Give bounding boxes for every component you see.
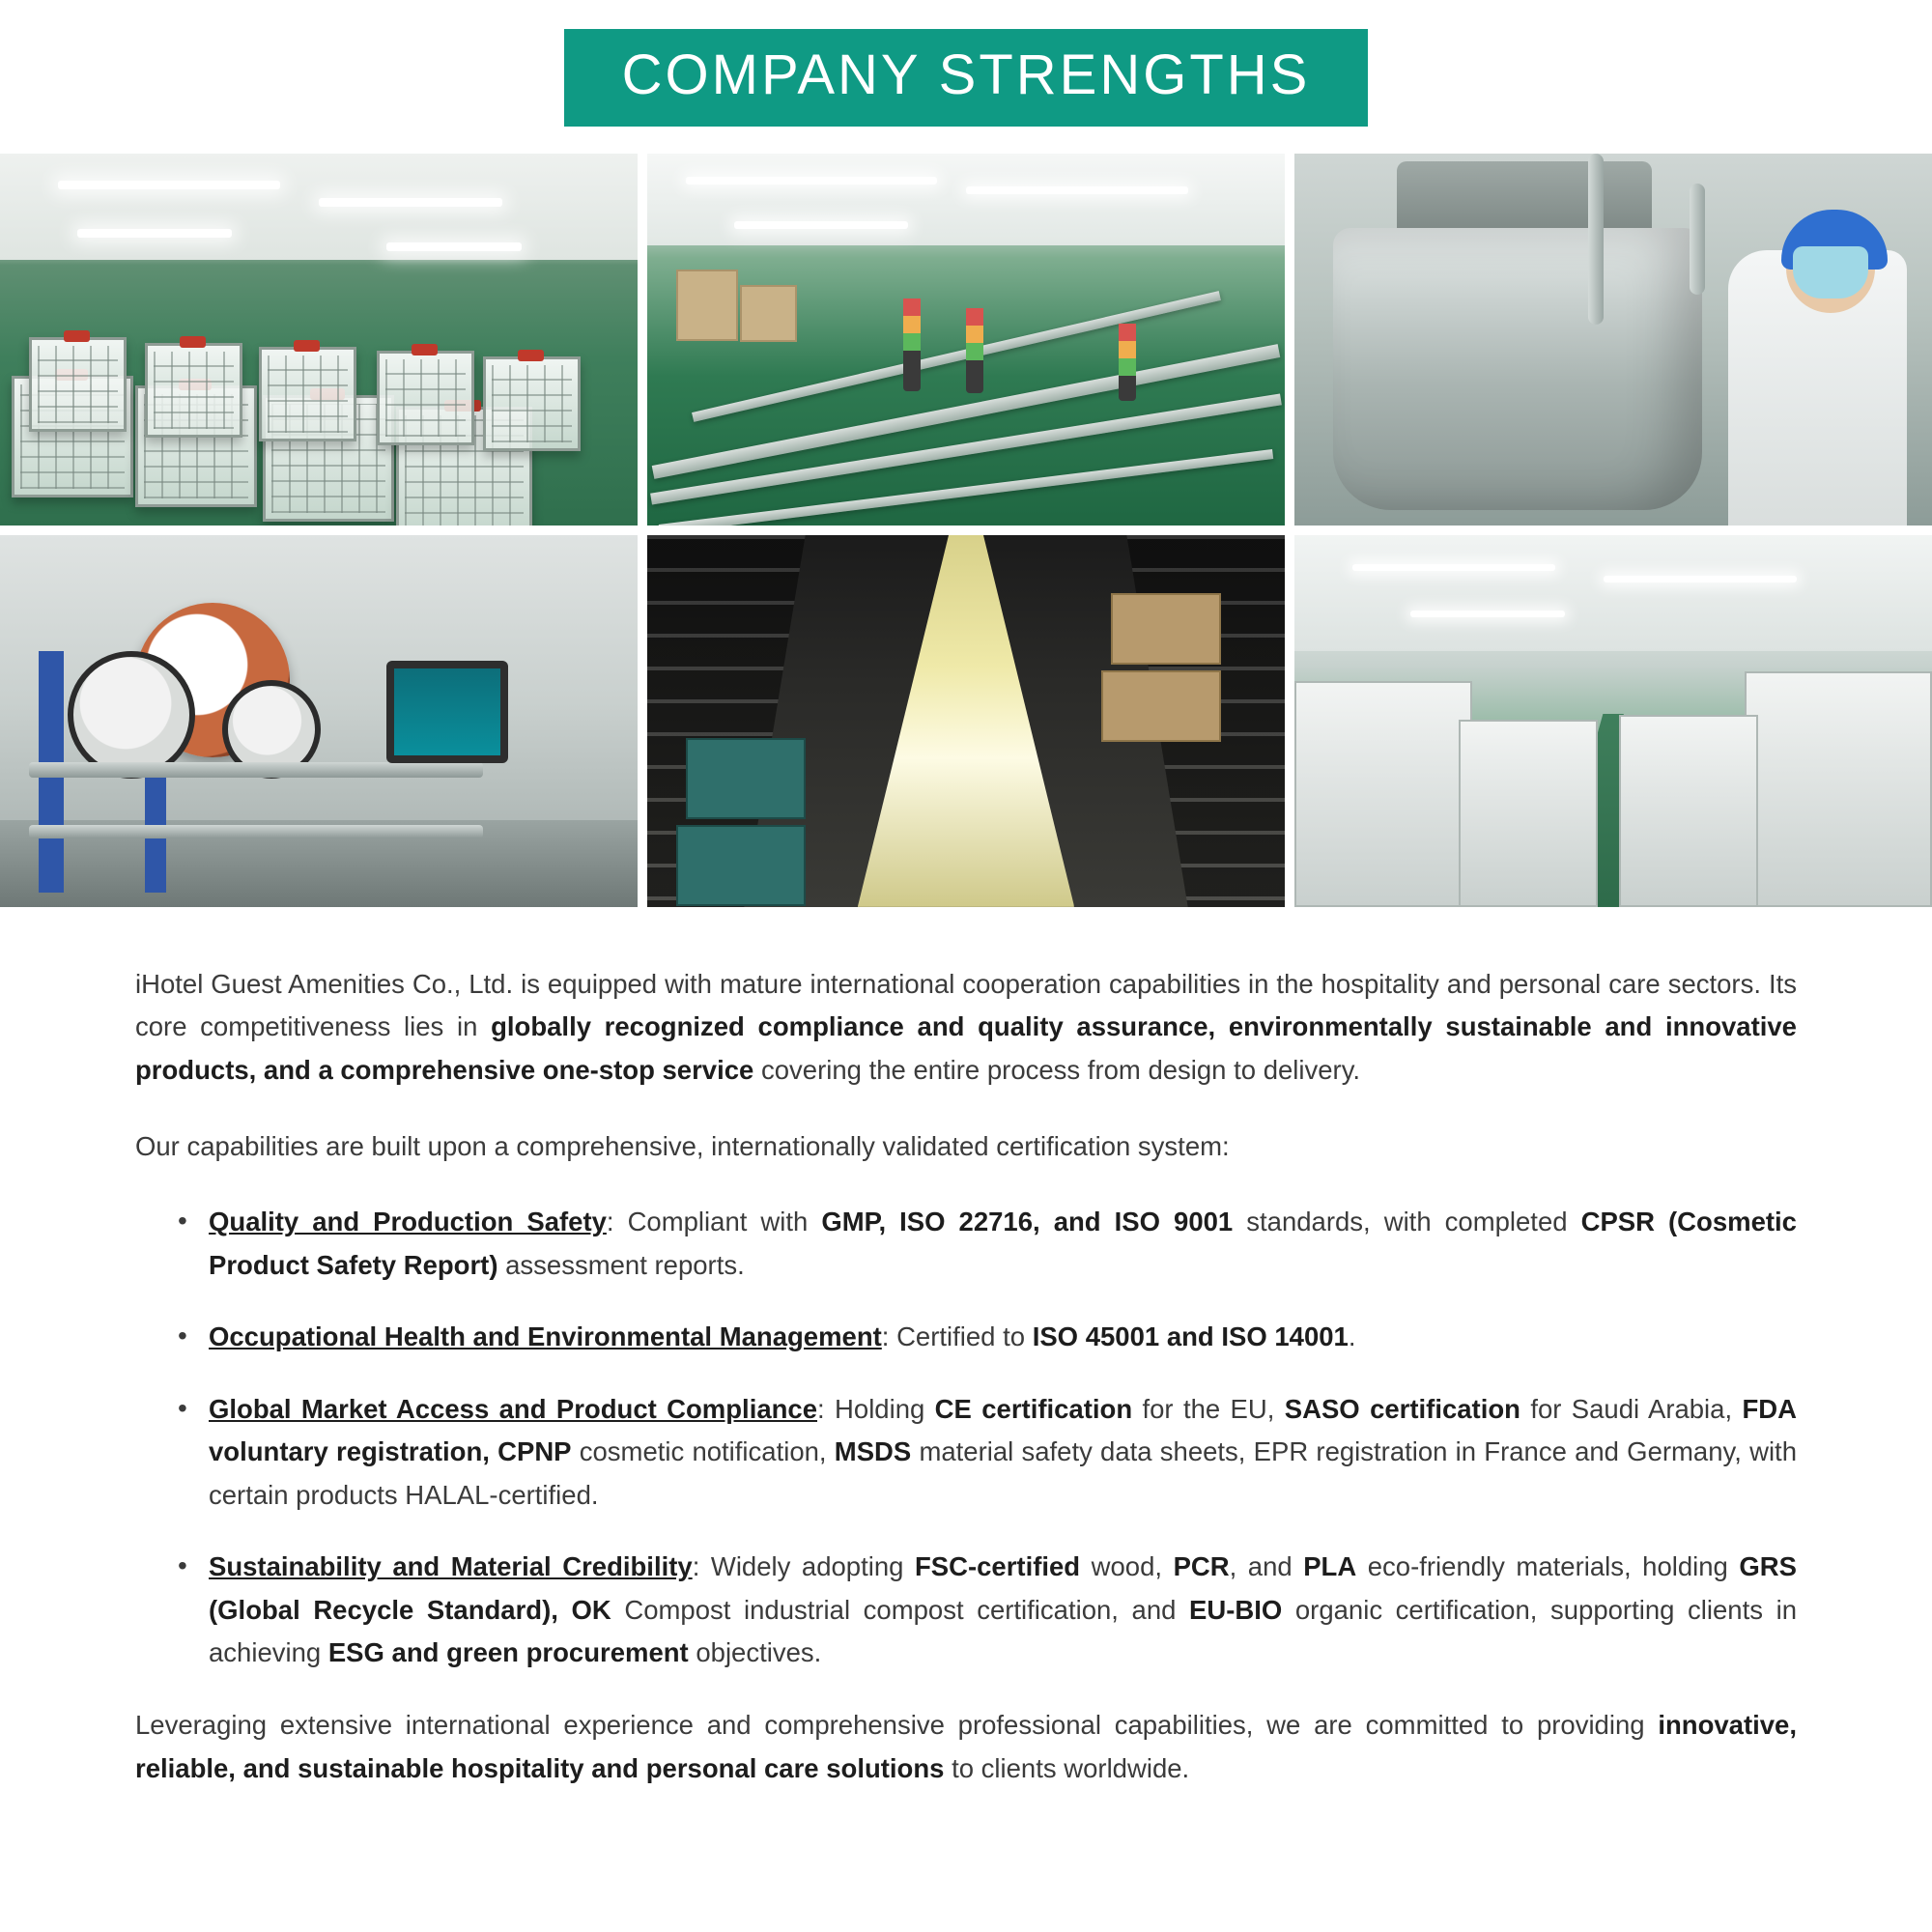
- ceiling-lamp: [1410, 611, 1565, 617]
- bullet-text: for the EU,: [1132, 1393, 1285, 1424]
- ceiling-lamp: [386, 242, 522, 251]
- worker-face-mask: [1793, 246, 1868, 298]
- intro-bold-1: globally recognized compliance and quality assurance, environmentally sustainable and innovative products, and a comprehensive one-stop service: [135, 1011, 1797, 1085]
- ceiling-lamp: [1352, 564, 1555, 571]
- bullet-bold: SASO certification: [1284, 1393, 1520, 1424]
- list-item: [174, 1316, 1797, 1359]
- carton-stack: [676, 270, 738, 341]
- capabilities-list: [135, 1201, 1797, 1675]
- carton-pallet: [1101, 670, 1221, 742]
- bullet-bold: ISO 45001 and ISO 14001: [1032, 1321, 1349, 1352]
- intro-text-1: iHotel Guest Amenities Co., Ltd. is equipped with mature international cooperation capabilities in the hospitality and personal care sectors. Its core competitiveness lies in: [135, 968, 1797, 1042]
- ceiling-lamp: [77, 229, 232, 238]
- bullet-text: : Holding: [817, 1393, 935, 1424]
- intro-text-2: covering the entire process from design to delivery.: [753, 1054, 1361, 1085]
- bullet-text: : Compliant with: [606, 1207, 822, 1237]
- bullet-text: : Certified to: [881, 1321, 1033, 1352]
- bullet-bold: FSC-certified: [914, 1551, 1081, 1582]
- bullet-text: Compost industrial compost certification, and: [611, 1594, 1190, 1625]
- ceiling-lamp: [734, 221, 908, 229]
- closing-paragraph: [135, 1704, 1797, 1790]
- bullet-bold: ESG and green procurement: [327, 1637, 689, 1668]
- bullet-text: wood,: [1080, 1551, 1174, 1582]
- carton-stack: [740, 285, 797, 342]
- label-roll: [68, 651, 195, 779]
- process-pipe: [1690, 184, 1705, 296]
- bullet-text: eco-friendly materials, holding: [1356, 1551, 1740, 1582]
- molding-machine: [1745, 671, 1932, 907]
- ibc-tote: [377, 351, 474, 445]
- ceiling: [647, 154, 1285, 245]
- gallery-image-operator-at-mixing-reactor: [1294, 154, 1932, 526]
- ceiling-lamp: [58, 181, 280, 189]
- molding-machine: [1619, 715, 1758, 907]
- bullet-bold: CPSR (Cosmetic Product Safety Report): [209, 1207, 1797, 1280]
- bullet-text: , and: [1229, 1551, 1304, 1582]
- list-item: [174, 1546, 1797, 1675]
- list-item: [174, 1388, 1797, 1518]
- conveyor-bar: [29, 825, 483, 838]
- molding-machine: [1294, 681, 1472, 907]
- gallery-image-automated-conveyor-line: [647, 154, 1285, 526]
- ceiling: [1294, 535, 1932, 651]
- bullet-text: assessment reports.: [497, 1249, 745, 1280]
- bullet-text: for Saudi Arabia,: [1520, 1393, 1743, 1424]
- bullet-bold: FDA voluntary registration, CPNP: [209, 1393, 1798, 1467]
- ibc-tote: [483, 356, 581, 451]
- gallery-image-ibc-tote-storage-warehouse: [0, 154, 638, 526]
- bullet-text: objectives.: [688, 1637, 822, 1668]
- bullet-bold: PCR: [1173, 1551, 1230, 1582]
- image-gallery: [0, 154, 1932, 907]
- intro-paragraph: [135, 963, 1797, 1093]
- bullet-title: Occupational Health and Environmental Management: [209, 1321, 882, 1352]
- molding-machine: [1459, 720, 1598, 907]
- bullet-bold: MSDS: [834, 1436, 912, 1467]
- bullet-text: material safety data sheets, EPR registration in France and Germany, with certain products HALAL-certified.: [209, 1436, 1797, 1510]
- closing-bold-1: innovative, reliable, and sustainable hospitality and personal care solutions: [135, 1710, 1797, 1783]
- closing-text-2: to clients worldwide.: [944, 1752, 1190, 1783]
- carton-pallet: [1111, 593, 1221, 665]
- gallery-image-high-bay-warehouse-aisle: [647, 535, 1285, 907]
- body-content: [0, 907, 1932, 1881]
- pallet-crate: [686, 738, 806, 819]
- title-banner-wrapper: [0, 0, 1932, 127]
- ceiling: [0, 154, 638, 260]
- ceiling-lamp: [319, 198, 502, 207]
- bullet-text: cosmetic notification,: [571, 1436, 835, 1467]
- pallet-crate: [676, 825, 806, 906]
- ceiling-lamp: [686, 177, 937, 185]
- bullet-bold: GRS (Global Recycle Standard), OK: [209, 1551, 1797, 1625]
- closing-text-1: Leveraging extensive international experience and comprehensive professional capabilities, we are committed to providing: [135, 1710, 1659, 1740]
- ibc-tote: [259, 347, 356, 441]
- ibc-tote: [145, 343, 242, 438]
- bullet-text: .: [1348, 1321, 1356, 1352]
- ceiling-lamp: [966, 186, 1188, 194]
- ibc-tote: [29, 337, 127, 432]
- page-title: COMPANY STRENGTHS: [564, 29, 1369, 127]
- ceiling-lamp: [1604, 576, 1797, 582]
- bullet-bold: EU-BIO: [1189, 1594, 1283, 1625]
- mixing-vessel: [1333, 228, 1703, 511]
- bullet-bold: PLA: [1303, 1551, 1357, 1582]
- certification-lead-in: Our capabilities are built upon a comprehensive, internationally validated certification system:: [135, 1130, 1230, 1161]
- signal-tower: [903, 298, 921, 391]
- process-pipe: [1588, 154, 1604, 325]
- bullet-text: : Widely adopting: [692, 1551, 915, 1582]
- conveyor-bar: [29, 762, 483, 778]
- gallery-image-labeling-machine: [0, 535, 638, 907]
- bullet-text: organic certification, supporting clients in achieving: [209, 1594, 1797, 1668]
- signal-tower: [1119, 324, 1136, 401]
- aisle-floor: [858, 535, 1074, 907]
- bullet-text: standards, with completed: [1233, 1207, 1581, 1237]
- bullet-title: Sustainability and Material Credibility: [209, 1551, 693, 1582]
- signal-tower: [966, 308, 983, 393]
- hmi-touch-panel[interactable]: [386, 661, 508, 763]
- gallery-image-injection-molding-hall: [1294, 535, 1932, 907]
- bullet-bold: GMP, ISO 22716, and ISO 9001: [821, 1207, 1234, 1237]
- bullet-title: Global Market Access and Product Compliance: [209, 1393, 818, 1424]
- bullet-title: Quality and Production Safety: [209, 1207, 607, 1237]
- bullet-bold: CE certification: [934, 1393, 1133, 1424]
- list-item: [174, 1201, 1797, 1287]
